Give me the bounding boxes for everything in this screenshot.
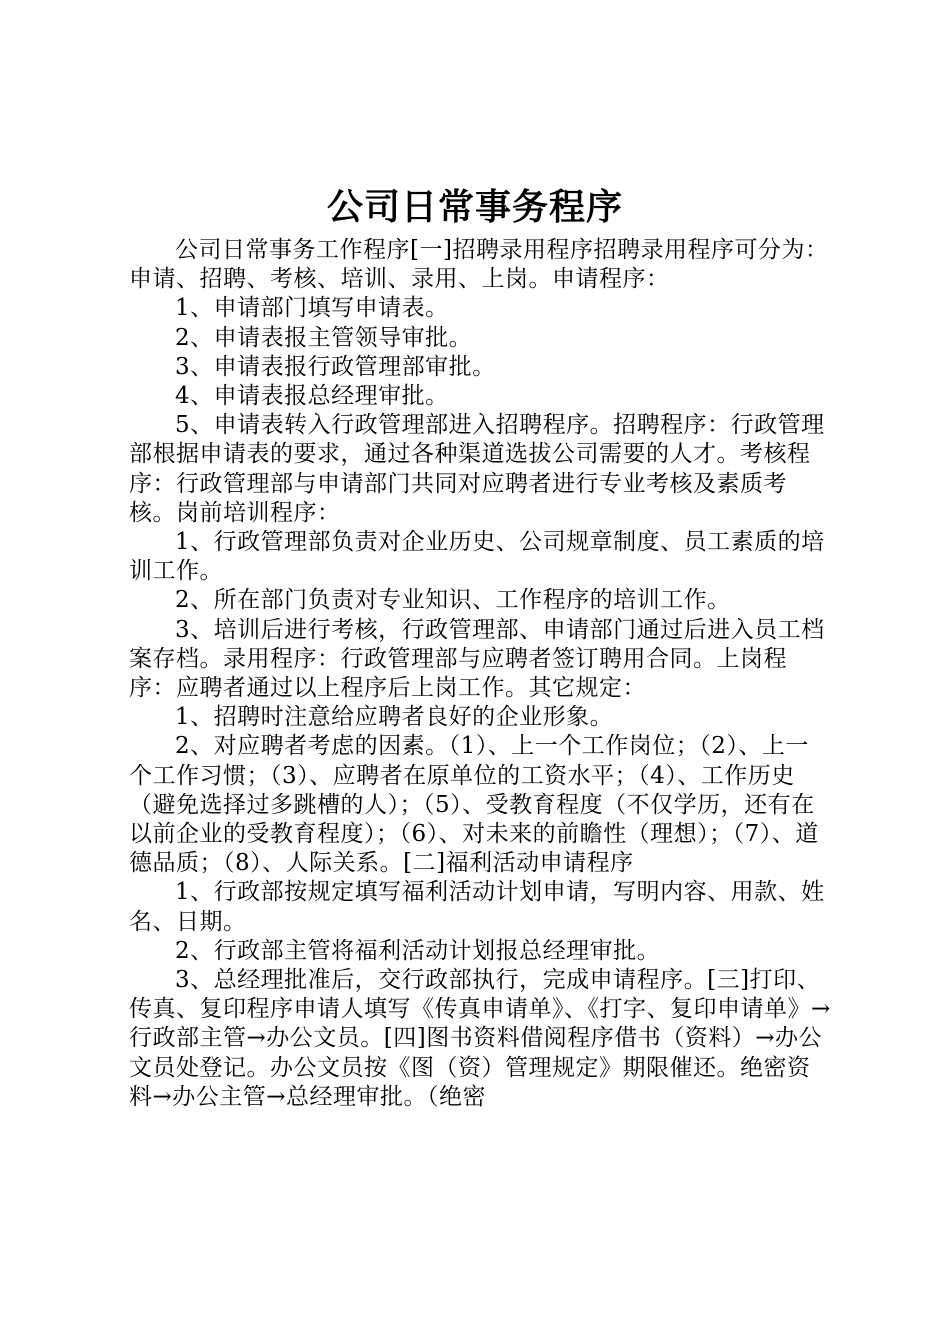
paragraph: 1、行政管理部负责对企业历史、公司规章制度、员工素质的培训工作。 [129, 529, 825, 585]
paragraph: 3、总经理批准后，交行政部执行，完成申请程序。[三]打印、传真、复印程序申请人填写《传真申请单》、《打字、复印申请单》→行政部主管→办公文员。[四]图书资料借阅程序借书（资料）→办公文员处登记。办公文员按《图（资）管理规定》期限催还。绝密资料→办公主管→总经理审批。（绝密 [129, 967, 831, 1110]
paragraph: 2、行政部主管将福利活动计划报总经理审批。 [175, 937, 661, 964]
paragraph: 3、申请表报行政管理部审批。 [175, 353, 496, 380]
paragraph: 1、招聘时注意给应聘者良好的企业形象。 [175, 704, 614, 731]
paragraph: 2、所在部门负责对专业知识、工作程序的培训工作。 [175, 587, 731, 614]
paragraph: 1、申请部门填写申请表。 [175, 295, 449, 322]
paragraph: 3、培训后进行考核，行政管理部、申请部门通过后进入员工档案存档。录用程序：行政管理部与应聘者签订聘用合同。上岗程序：应聘者通过以上程序后上岗工作。其它规定： [129, 616, 825, 702]
paragraph: 4、申请表报总经理审批。 [175, 383, 449, 410]
document-title: 公司日常事务程序 [326, 187, 623, 228]
paragraph: 2、申请表报主管领导审批。 [175, 324, 473, 351]
document-body [129, 236, 831, 1112]
paragraph: 2、对应聘者考虑的因素。（1）、上一个工作岗位；（2）、上一个工作习惯；（3）、应聘者在原单位的工资水平；（4）、工作历史（避免选择过多跳槽的人）；（5）、受教育程度（不仅学历，还有在以前企业的受教育程度）；（6）、对未来的前瞻性（理想）；（7）、道德品质；（8）、人际关系。[二]福利活动申请程序 [129, 733, 819, 877]
paragraph: 公司日常事务工作程序[一]招聘录用程序招聘录用程序可分为：申请、招聘、考核、培训、录用、上岗。申请程序： [129, 237, 829, 293]
paragraph: 5、申请表转入行政管理部进入招聘程序。招聘程序：行政管理部根据申请表的要求，通过各种渠道选拔公司需要的人才。考核程序：行政管理部与申请部门共同对应聘者进行专业考核及素质考核。岗前培训程序： [129, 412, 825, 526]
paragraph: 1、行政部按规定填写福利活动计划申请，写明内容、用款、姓名、日期。 [129, 879, 825, 935]
